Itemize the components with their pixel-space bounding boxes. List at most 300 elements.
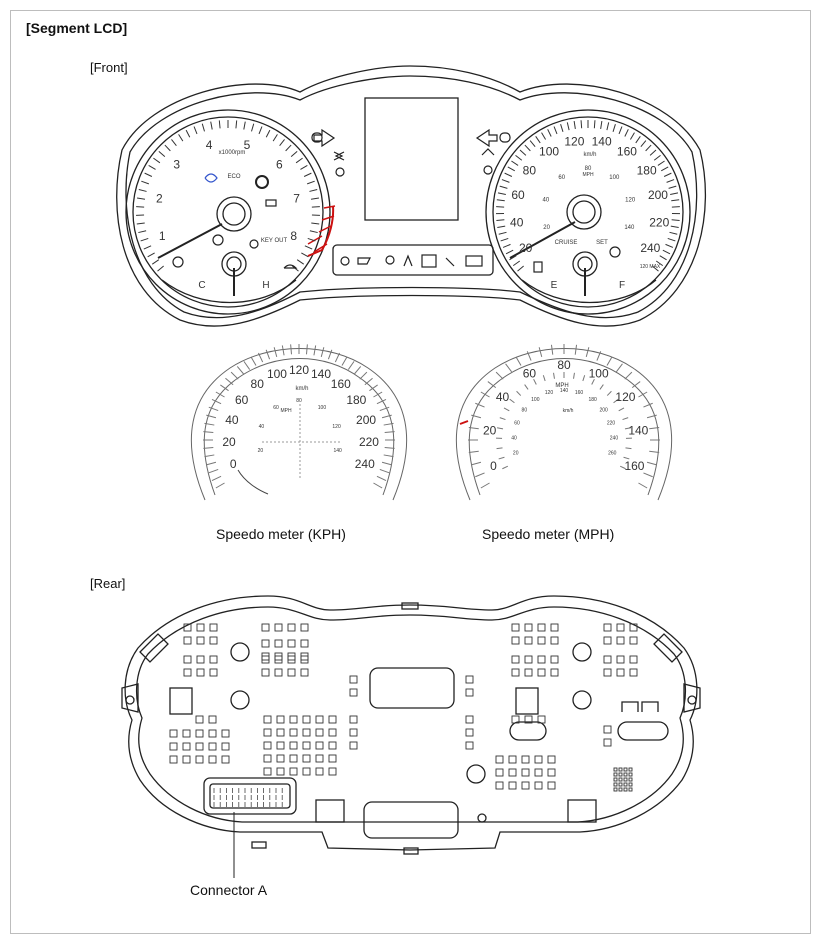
dial-tick [516,357,521,366]
rear-pad [288,656,295,663]
mph-inner-number: 20 [512,450,519,457]
dial-tick [365,378,373,384]
dial-tick [475,403,484,407]
rear-pad [350,742,357,749]
rear-pad [329,716,336,723]
speedo-inner-number: 80 [584,166,592,173]
rear-pad [183,743,190,750]
rear-pad [548,782,555,789]
rear-pad [290,716,297,723]
dial-tick [625,129,629,136]
kph-outer-number: 20 [222,435,236,450]
rear-pad [466,676,473,683]
dial-tick [518,266,524,271]
dial-tick [670,232,678,234]
dial-tick [641,141,646,147]
rear-grid-dot [624,773,627,776]
door-ajar-icon [266,200,276,206]
rear-grid-dot [619,783,622,786]
rear-pad [316,716,323,723]
battery-icon [466,256,482,266]
speedo-kph-caption: Speedo meter (KPH) [216,526,346,542]
dial-tick [669,186,677,188]
dial-tick [520,150,526,155]
rear-pad [551,637,558,644]
rear-pad [275,656,282,663]
dial-tick [377,476,386,480]
rear-pad [604,726,611,733]
dial-tick [384,455,394,457]
rear-pad [617,669,624,676]
dial-tick [144,246,151,249]
dial-tick [630,133,634,140]
rear-pad [512,669,519,676]
dial-tick [244,122,246,130]
dial-tick [616,364,622,372]
temp-cold-mark: C [198,280,206,291]
rear-pad [184,656,191,663]
dial-tick [671,200,679,201]
rear-pad [538,637,545,644]
rear-pad [277,755,284,762]
dial-tick [231,372,238,379]
mph-redmark [460,421,468,424]
dial-tick [499,232,507,234]
rear-pad [548,756,555,763]
dial-tick [219,120,220,128]
tach-unit: x1000rpm [218,150,246,156]
rear-pad [183,756,190,763]
dial-tick [601,121,602,129]
rear-pad [275,669,282,676]
dial-tick [525,385,528,390]
dial-tick [506,250,513,254]
warning-lamp-strip [333,245,493,275]
speedo-mph-caption: Speedo meter (MPH) [482,526,615,542]
speedo-number: 240 [640,241,661,256]
dial-tick [309,189,317,191]
dial-tick [149,165,156,169]
oil-pressure-icon [358,258,370,264]
dial-tick [505,173,512,176]
rear-pad [197,656,204,663]
dial-tick [481,392,490,397]
speedo-number: 140 [591,134,612,149]
rear-pad [329,742,336,749]
mph-inner-number: 180 [588,396,597,403]
rear-pad [288,669,295,676]
tach-number: 1 [158,229,166,244]
rear-pad [522,782,529,789]
brake-warning-icon [422,255,436,267]
dial-tick [664,173,671,176]
dial-tick [216,392,225,397]
rear-pad [288,640,295,647]
tachometer-dial [126,110,330,314]
figure-title: [Segment LCD] [26,20,128,36]
front-view-label: [Front] [90,60,128,75]
dial-tick [561,124,563,132]
rear-pad [196,743,203,750]
rear-pad [509,782,516,789]
dial-tick [266,350,269,359]
rear-pad [617,656,624,663]
kph-outer-number: 180 [346,393,367,408]
rear-pad [525,624,532,631]
dial-tick [266,130,270,137]
dial-tick [672,220,680,221]
mph-unit: MPH [555,383,569,389]
dial-tick [517,391,521,395]
dial-tick [497,428,503,429]
mph-inner-number: 140 [559,387,569,394]
dial-tick [619,408,624,411]
rear-pad [288,624,295,631]
rear-pad [210,624,217,631]
rear-pad [525,669,532,676]
dial-tick [567,122,569,130]
dial-tick [497,448,503,449]
dial-tick [668,238,676,241]
mph-inner-number: 200 [599,407,608,414]
rear-pad [548,769,555,776]
speedo-max-label: 120 MAX [639,264,661,270]
tach-number: 2 [156,191,163,206]
mph-inner-number: 120 [544,390,554,397]
rear-pad [551,624,558,631]
dial-tick [646,145,651,151]
rear-pad [222,756,229,763]
rear-pad [496,769,503,776]
washer-fluid-icon [284,265,296,268]
rear-pad [290,742,297,749]
position-lamp-icon [334,152,344,160]
dial-tick [152,260,159,265]
dial-tick [506,364,512,372]
rear-pad [222,730,229,737]
parking-brake-icon [256,176,268,188]
rear-pad [466,742,473,749]
dial-tick [607,357,612,366]
dial-tick [301,253,308,257]
rear-pad [350,689,357,696]
connector-a-label: Connector A [190,882,268,898]
dial-tick [667,180,674,183]
dial-tick [300,165,307,169]
dial-tick [469,451,479,452]
tach-number: 6 [275,157,283,172]
dial-tick [282,345,284,355]
rear-pad [197,669,204,676]
dial-tick [137,198,145,199]
rear-pad [604,637,611,644]
dial-tick [586,347,589,357]
mph-inner-number: 240 [609,435,619,442]
rear-grid-dot [614,768,617,771]
dial-tick [159,151,165,156]
dial-tick [138,231,146,233]
speedo-number: 20 [518,241,533,256]
dial-tick [671,226,679,227]
dial-tick [497,226,505,227]
rear-pad [512,624,519,631]
rear-pad [290,755,297,762]
mph-outer-number: 60 [522,366,537,381]
dial-tick [502,180,509,183]
blue-indicator-icon [205,174,217,182]
rear-pad [525,637,532,644]
high-beam-icon [500,133,510,142]
rear-pad [535,782,542,789]
dial-tick [554,127,557,134]
dial-tick [581,120,582,128]
dial-tick [647,462,657,465]
speedo-number: 100 [539,144,560,159]
rear-pad [525,656,532,663]
speedo-inner-unit: MPH [582,172,594,178]
dial-tick [225,378,233,384]
mph-outer-number: 120 [615,390,636,405]
dial-tick [153,158,159,163]
kph-inner-number: 20 [257,448,264,455]
mph-outer-number: 20 [482,423,497,438]
rear-grid-dot [629,773,632,776]
dial-tick [650,150,656,155]
dial-tick [297,260,304,265]
mph-inner-number: 40 [511,435,517,442]
dial-tick [654,155,660,160]
dial-tick [500,186,508,188]
rear-pad [262,656,269,663]
dial-tick [373,483,382,488]
dial-tick [259,127,262,134]
speedo-number: 60 [511,188,525,203]
rear-pad [170,730,177,737]
dial-tick [508,167,515,171]
rear-pad [183,730,190,737]
rear-pad [522,769,529,776]
dial-tick [311,198,319,199]
rear-pad [196,756,203,763]
dial-tick [498,193,506,195]
rear-pad [538,669,545,676]
rear-pad [222,743,229,750]
rear-pad [509,769,516,776]
dial-tick [554,373,555,379]
kph-inner-number: 60 [273,404,279,411]
dial-tick [165,145,170,151]
cruise-label: CRUISE [554,240,578,246]
dial-tick [542,133,546,140]
rear-pad [630,656,637,663]
rear-pad [262,624,269,631]
rear-pad [496,782,503,789]
dial-tick [658,161,665,165]
rear-pad [538,624,545,631]
dial-tick [212,476,221,480]
key-out-label: KEY OUT [260,238,288,244]
rear-pad [209,730,216,737]
rear-pad [301,653,308,660]
rear-pad [210,656,217,663]
rear-pad [277,768,284,775]
dial-tick [141,238,149,241]
dial-tick [670,193,678,195]
dial-tick [600,385,603,390]
dial-tick [536,136,541,143]
speedo-inner-number: 140 [624,225,635,232]
dial-tick [623,418,629,420]
speedo-number: 80 [522,163,537,178]
kph-unit: km/h [295,386,309,392]
mph-outer-number: 160 [624,458,645,473]
dial-tick [236,120,237,128]
kph-inner-unit: MPH [280,408,292,414]
dial-tick [280,139,285,145]
rear-pad [170,756,177,763]
rear-grid-dot [624,788,627,791]
dial-tick [513,261,519,266]
rear-pad [210,637,217,644]
dial-tick [496,220,504,221]
rear-pad [466,729,473,736]
dial-tick [348,361,354,369]
rear-pad [316,742,323,749]
dial-tick [613,124,615,132]
rear-grid-dot [629,778,632,781]
dial-tick [499,457,505,459]
kph-inner-number: 140 [333,448,342,455]
dial-tick [548,129,552,136]
dial-tick [380,469,389,472]
dial-tick [354,366,360,374]
rear-pad [604,669,611,676]
dial-tick [148,253,155,257]
dial-tick [503,244,510,247]
speedo-inner-number: 60 [558,174,566,181]
rear-grid-dot [629,788,632,791]
dial-tick [306,344,307,354]
rear-fog-icon [484,166,492,174]
rear-pad [184,669,191,676]
rear-grid-dot [619,778,622,781]
dial-tick [314,345,316,355]
dial-tick [663,250,670,254]
dial-tick [311,223,319,224]
rear-pad [466,716,473,723]
rear-pad [538,656,545,663]
dial-tick [501,238,509,241]
kph-outer-number: 0 [229,457,237,472]
rear-pad [275,653,282,660]
dial-tick [660,256,667,260]
rear-pad [316,768,323,775]
dial-tick [619,127,622,134]
rear-pad [604,656,611,663]
rear-pad [301,624,308,631]
rear-pad [329,768,336,775]
dial-tick [211,122,213,130]
kph-outer-number: 140 [311,366,332,381]
dial-tick [310,231,318,233]
rear-pad [290,729,297,736]
rear-pad [264,742,271,749]
kph-outer-number: 100 [266,366,287,381]
dial-tick [237,366,243,374]
rear-pad [329,755,336,762]
rear-pad [496,756,503,763]
rear-pad [303,768,310,775]
rear-pad [184,637,191,644]
rear-pad [262,640,269,647]
dial-tick [496,372,503,379]
dial-tick [291,151,297,156]
dial-tick [273,134,277,141]
kph-outer-number: 240 [354,457,375,472]
rear-pad [262,653,269,660]
rear-pad [551,669,558,676]
lcd-display [365,98,458,220]
rear-pad [350,676,357,683]
dial-tick [574,373,575,379]
dial-tick [574,121,575,129]
dial-tick [625,372,632,379]
dial-tick [516,155,522,160]
cruise-icon [482,149,494,155]
immobilizer-icon [250,240,258,248]
rear-pad [303,755,310,762]
rear-grid-dot [624,778,627,781]
kph-inner-number: 40 [258,424,265,431]
dial-tick [244,361,250,369]
mph-inner-number: 260 [608,450,617,457]
dial-tick [216,483,225,488]
kph-inner-number: 120 [332,424,341,431]
kph-outer-number: 40 [225,413,239,428]
rear-pad [277,716,284,723]
dial-tick [643,403,652,407]
rear-pad [512,656,519,663]
kph-outer-number: 200 [356,413,377,428]
fuel-full-mark: F [618,280,626,291]
kph-outer-number: 120 [288,363,310,378]
seat-belt-2-icon [446,258,454,266]
dial-tick [666,244,673,247]
rear-pad [264,755,271,762]
rear-pad [301,656,308,663]
dial-tick [209,469,218,472]
tach-number: 3 [173,157,181,172]
mph-inner-number: 160 [574,390,584,397]
dial-tick [206,462,216,465]
fog-lamp-icon [336,168,344,176]
dial-tick [158,266,164,271]
speedo-inner-number: 100 [609,174,620,181]
rear-pad [617,637,624,644]
speedo-unit: km/h [583,152,597,158]
dial-tick [607,122,609,130]
rear-grid-dot [614,788,617,791]
rear-pad [264,716,271,723]
rear-grid-dot [614,783,617,786]
dial-tick [661,167,668,171]
fuel-icon [534,262,542,272]
rear-grid-dot [629,768,632,771]
rear-pad [275,624,282,631]
kph-outer-number: 220 [358,435,379,450]
eco-label: ECO [227,174,241,180]
dial-tick [649,451,659,452]
